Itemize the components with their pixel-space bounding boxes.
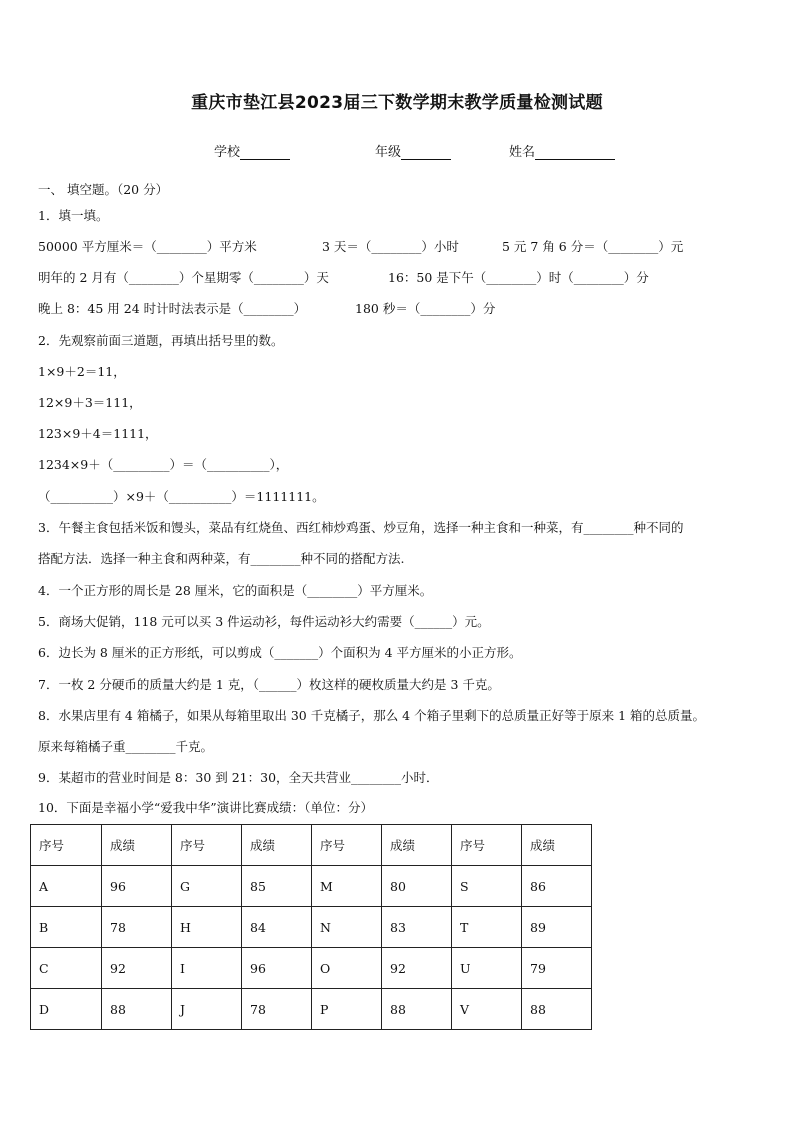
q2-stem: 2．先观察前面三道题，再填出括号里的数。	[38, 333, 284, 348]
table-cell: S	[452, 866, 522, 907]
q1-item: 5 元 7 角 6 分＝（________）元	[502, 239, 684, 254]
table-cell: 96	[102, 866, 172, 907]
header-cell: 成绩	[382, 825, 452, 866]
q8-line: 8．水果店里有 4 箱橘子，如果从每箱里取出 30 千克橘子，那么 4 个箱子里剩下的总质量正好等于原来 1 箱的总质量。	[38, 708, 706, 723]
name-field	[509, 141, 615, 160]
header-cell: 成绩	[522, 825, 592, 866]
section-heading: 一、 填空题。（20 分）	[38, 182, 169, 197]
q1-stem: 1．填一填。	[38, 208, 109, 223]
q1-item: 晚上 8：45 用 24 时计时法表示是（________）	[38, 301, 307, 316]
table-cell: 84	[242, 907, 312, 948]
table-cell: V	[452, 989, 522, 1030]
table-cell: 78	[242, 989, 312, 1030]
school-label: 学校	[214, 145, 241, 160]
q2-line: 12×9＋3＝111，	[38, 395, 142, 410]
q7: 7．一枚 2 分硬币的质量大约是 1 克，（______）枚这样的硬枚质量大约是 3 千克。	[38, 677, 500, 692]
table-cell: 92	[102, 948, 172, 989]
table-row	[31, 948, 592, 989]
q9: 9．某超市的营业时间是 8：30 到 21：30，全天共营业________小时．	[38, 770, 439, 785]
header-cell: 序号	[312, 825, 382, 866]
table-cell: 79	[522, 948, 592, 989]
table-cell: 88	[102, 989, 172, 1030]
table-cell: H	[172, 907, 242, 948]
table-cell: B	[31, 907, 102, 948]
q1-item: 3 天＝（________）小时	[322, 239, 459, 254]
table-cell: J	[172, 989, 242, 1030]
school-field	[214, 141, 290, 160]
table-cell: 88	[522, 989, 592, 1030]
table-cell: N	[312, 907, 382, 948]
q1-item: 16：50 是下午（________）时（________）分	[388, 270, 649, 285]
table-cell: D	[31, 989, 102, 1030]
table-cell: 80	[382, 866, 452, 907]
school-blank	[240, 145, 290, 160]
header-cell: 序号	[31, 825, 102, 866]
table-cell: O	[312, 948, 382, 989]
table-cell: T	[452, 907, 522, 948]
table-header-row	[31, 825, 592, 866]
name-blank	[535, 145, 615, 160]
q1-item: 50000 平方厘米＝（________）平方米	[38, 239, 257, 254]
table-cell: U	[452, 948, 522, 989]
table-row	[31, 907, 592, 948]
table-cell: 78	[102, 907, 172, 948]
table-row	[31, 989, 592, 1030]
table-cell: P	[312, 989, 382, 1030]
grade-field	[375, 141, 451, 160]
page-title: 重庆市垫江县2023届三下数学期末教学质量检测试题	[191, 93, 603, 113]
q10-stem: 10．下面是幸福小学“爱我中华”演讲比赛成绩：（单位：分）	[38, 800, 373, 815]
table-cell: 89	[522, 907, 592, 948]
header-cell: 成绩	[102, 825, 172, 866]
header-cell: 序号	[172, 825, 242, 866]
grade-blank	[401, 145, 451, 160]
q2-line: （__________）×9＋（__________）＝1111111。	[38, 489, 325, 504]
q2-line: 1×9＋2＝11，	[38, 364, 126, 379]
table-cell: A	[31, 866, 102, 907]
table-cell: M	[312, 866, 382, 907]
q5: 5．商场大促销，118 元可以买 3 件运动衫，每件运动衫大约需要（______）元。	[38, 614, 490, 629]
name-label: 姓名	[509, 145, 536, 160]
table-cell: C	[31, 948, 102, 989]
grade-label: 年级	[375, 145, 402, 160]
q3-line: 3．午餐主食包括米饭和馒头，菜品有红烧鱼、西红柿炒鸡蛋、炒豆角，选择一种主食和一种菜，有________种不同的	[38, 520, 684, 535]
q2-line: 123×9＋4＝1111，	[38, 426, 158, 441]
header-cell: 成绩	[242, 825, 312, 866]
table-row	[31, 866, 592, 907]
table-cell: 92	[382, 948, 452, 989]
table-cell: 88	[382, 989, 452, 1030]
q1-item: 180 秒＝（________）分	[355, 301, 496, 316]
table-cell: G	[172, 866, 242, 907]
q8-line: 原来每箱橘子重________千克。	[38, 739, 214, 754]
table-cell: I	[172, 948, 242, 989]
table-cell: 85	[242, 866, 312, 907]
scores-table	[30, 824, 592, 1030]
table-cell: 96	[242, 948, 312, 989]
q2-line: 1234×9＋（_________）＝（__________），	[38, 457, 289, 472]
header-cell: 序号	[452, 825, 522, 866]
table-cell: 86	[522, 866, 592, 907]
q6: 6．边长为 8 厘米的正方形纸，可以剪成（_______）个面积为 4 平方厘米的小正方形。	[38, 645, 522, 660]
q3-line: 搭配方法．选择一种主食和两种菜，有________种不同的搭配方法.	[38, 551, 405, 566]
q4: 4．一个正方形的周长是 28 厘米，它的面积是（________）平方厘米。	[38, 583, 433, 598]
q1-item: 明年的 2 月有（________）个星期零（________）天	[38, 270, 329, 285]
table-cell: 83	[382, 907, 452, 948]
